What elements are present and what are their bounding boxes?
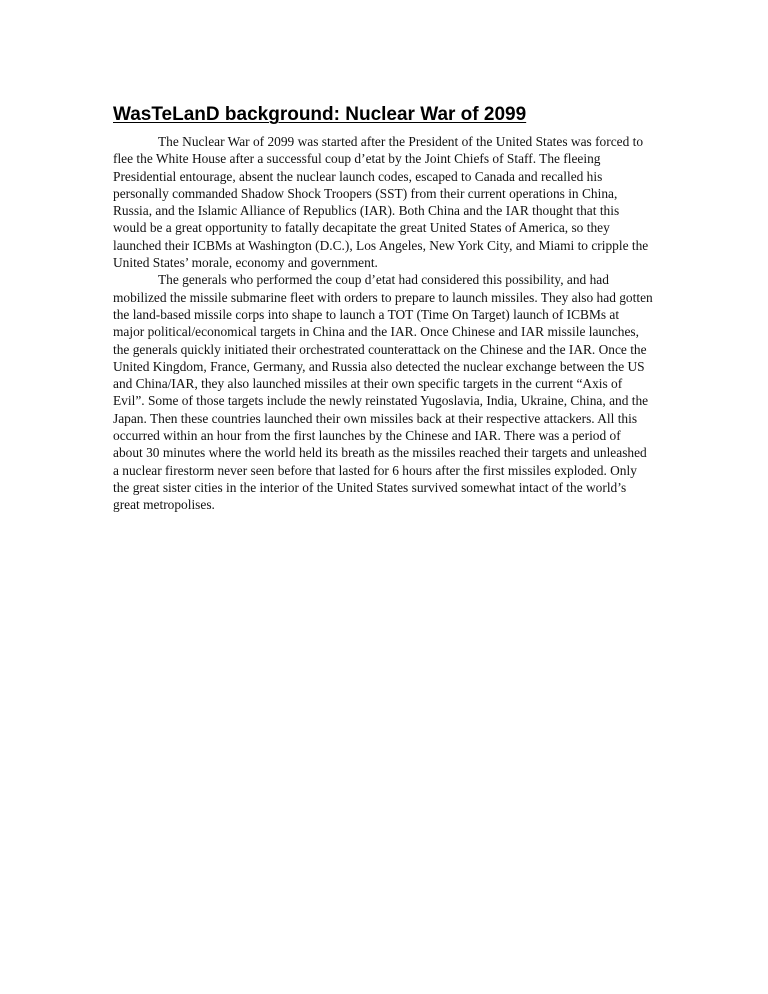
document-title: WasTeLanD background: Nuclear War of 2099 [113,104,527,125]
paragraph-war-origin: The Nuclear War of 2099 was started after the President of the United States was forced to flee the White House after a successful coup d’etat by the Joint Chiefs of Staff. The fleeing Presidential entourage, absent the nuclear launch codes, escaped to Canada and recalled his personally commanded Shadow Shock Troopers (SST) from their current operations in China, Russia, and the Islamic Alliance of Republics (IAR). Both China and the IAR thought that this would be a great opportunity to fatally decapitate the great United States of America, so they launched their ICBMs at Washington (D.C.), Los Angeles, New York City, and Miami to cripple the United States’ morale, economy and government. [113,134,649,271]
document-body [113,103,653,514]
paragraph-counterattack: The generals who performed the coup d’etat had considered this possibility, and had mobilized the missile submarine fleet with orders to prepare to launch missiles. They also had gotten the land-based missile corps into shape to launch a TOT (Time On Target) launch of ICBMs at major political/economical targets in China and the IAR. Once Chinese and IAR missile launches, the generals quickly initiated their orchestrated counterattack on the Chinese and the IAR. Once the United Kingdom, France, Germany, and Russia also detected the nuclear exchange between the US and China/IAR, they also launched missiles at their own specific targets in the current “Axis of Evil”. Some of those targets include the newly reinstated Yugoslavia, India, Ukraine, China, and the Japan. Then these countries launched their own missiles back at their respective attackers. All this occurred within an hour from the first launches by the Chinese and IAR. There was a period of about 30 minutes where the world held its breath as the missiles reached their targets and unleashed a nuclear firestorm never seen before that lasted for 6 hours after the first missiles exploded. Only the great sister cities in the interior of the United States survived somewhat intact of the world’s great metropolises. [113,272,653,513]
